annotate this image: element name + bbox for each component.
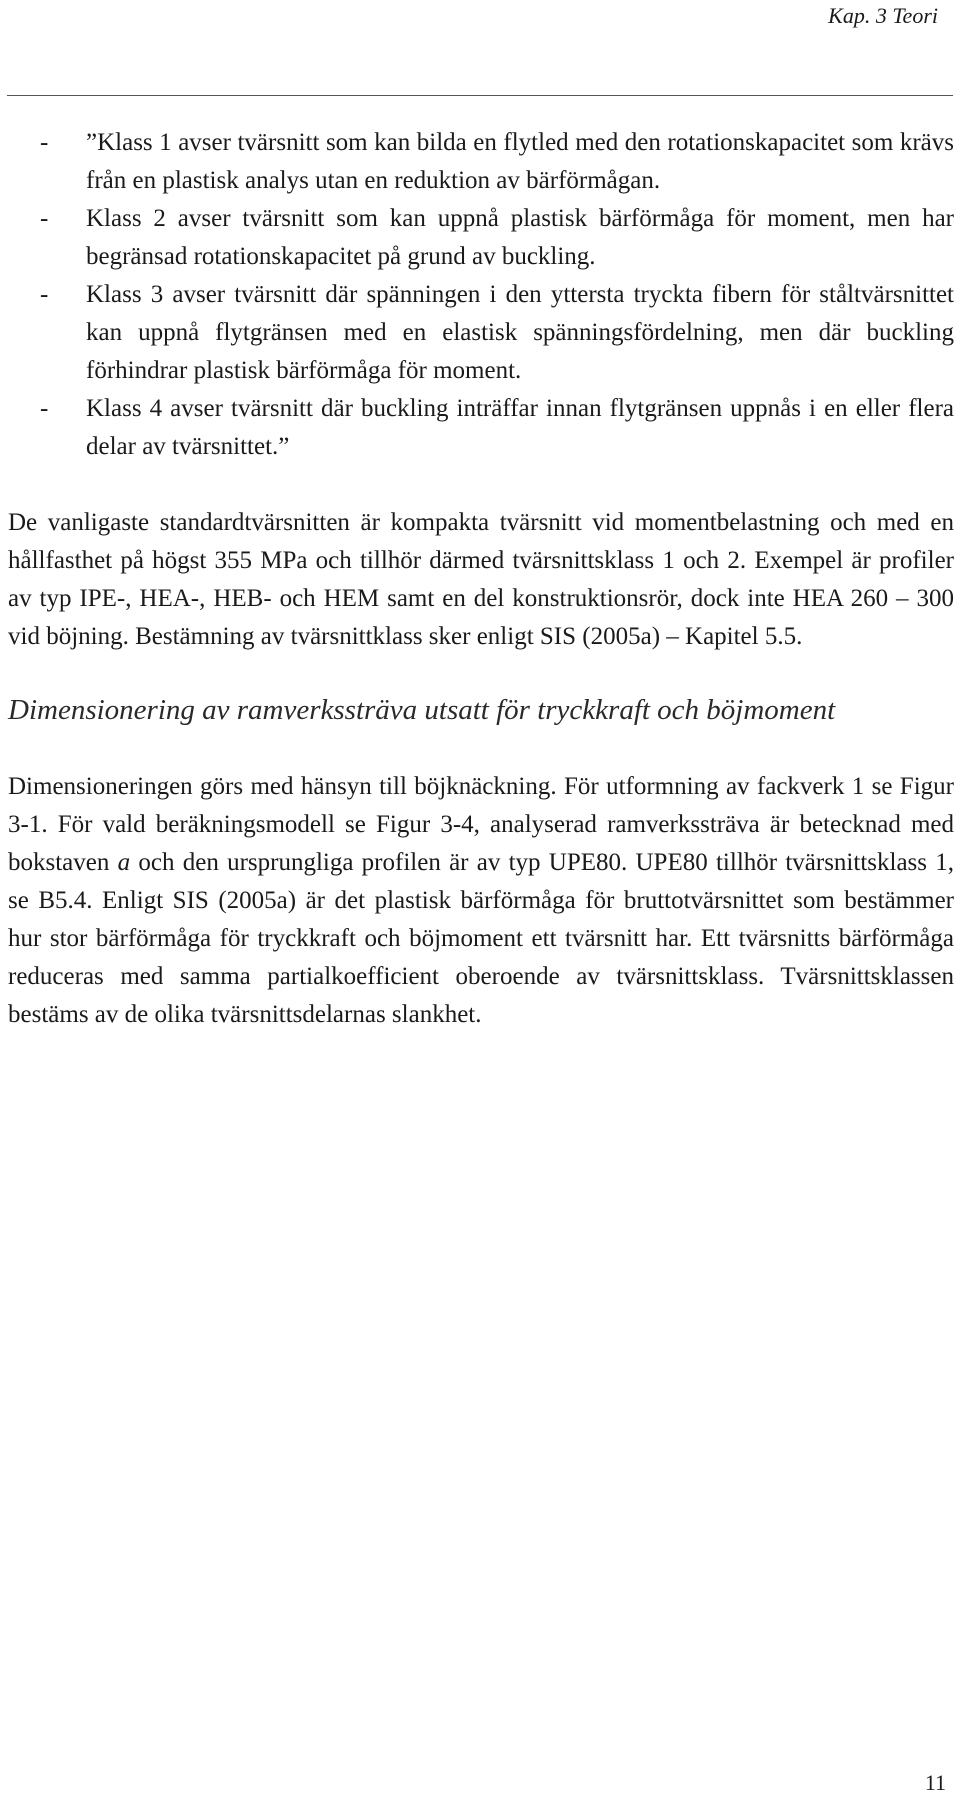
paragraph-text-start: Dimensioneringen görs med hänsyn till böjknäckning. För utformning av fackverk 1 se Figur 3-1. För vald beräkningsmodell se Figur 3-4, analyserad ramverkssträva är betecknad med bokstaven: [8, 773, 954, 876]
body-paragraph-standard-sections: De vanligaste standardtvärsnitten är kompakta tvärsnitt vid momentbelastning och med en hållfasthet på högst 355 MPa och tillhör därmed tvärsnittsklass 1 och 2. Exempel är profiler av typ IPE-, HEA-, HEB- och HEM samt en del konstruktionsrör, dock inte HEA 260 – 300 vid böjning. Bestämning av tvärsnittklass sker enligt SIS (2005a) – Kapitel 5.5.: [8, 509, 954, 650]
paragraph-text-end: och den ursprungliga profilen är av typ UPE80. UPE80 tillhör tvärsnittsklass 1, se B5.4. Enligt SIS (2005a) är det plastisk bärförmåga för bruttotvärsnittet som bestämmer hur stor bärförmåga för tryckkraft och böjmoment ett tvärsnitt har. Ett tvärsnitts bärförmåga reduceras med samma partialkoefficient oberoende av tvärsnittsklass. Tvärsnittsklassen bestäms av de olika tvärsnittsdelarnas slankhet.: [8, 849, 955, 1028]
running-header: Kap. 3 Teori: [828, 3, 938, 28]
list-item-text: ”Klass 1 avser tvärsnitt som kan bilda en flytled med den rotationskapacitet som krävs från en plastisk analys utan en reduktion av bärförmågan.: [86, 129, 954, 194]
class-definition-list: [8, 124, 954, 466]
page-body: [8, 124, 954, 1034]
member-symbol: a: [117, 849, 131, 876]
list-dash: -: [40, 205, 49, 232]
list-item-class-3: [8, 276, 954, 390]
list-dash: -: [40, 129, 49, 156]
list-item-text: Klass 3 avser tvärsnitt där spänningen i den yttersta tryckta fibern för ståltvärsnittet kan uppnå flytgränsen med en elastisk spänningsfördelning, men där buckling förhindrar plastisk bärförmåga för moment.: [86, 281, 954, 384]
page-number: 11: [924, 1770, 946, 1795]
list-dash: -: [40, 395, 49, 422]
list-item-text: Klass 4 avser tvärsnitt där buckling inträffar innan flytgränsen uppnås i en eller flera delar av tvärsnittet.”: [86, 395, 954, 460]
list-item-text: Klass 2 avser tvärsnitt som kan uppnå plastisk bärförmåga för moment, men har begränsad rotationskapacitet på grund av buckling.: [86, 205, 954, 270]
body-paragraph-design: [8, 768, 954, 1034]
list-item-class-2: [8, 200, 954, 276]
list-dash: -: [40, 281, 49, 308]
list-item-class-4: [8, 390, 954, 466]
list-item-class-1: [8, 124, 954, 200]
header-rule: [7, 95, 953, 96]
section-heading: Dimensionering av ramverkssträva utsatt för tryckkraft och böjmoment: [8, 694, 836, 726]
